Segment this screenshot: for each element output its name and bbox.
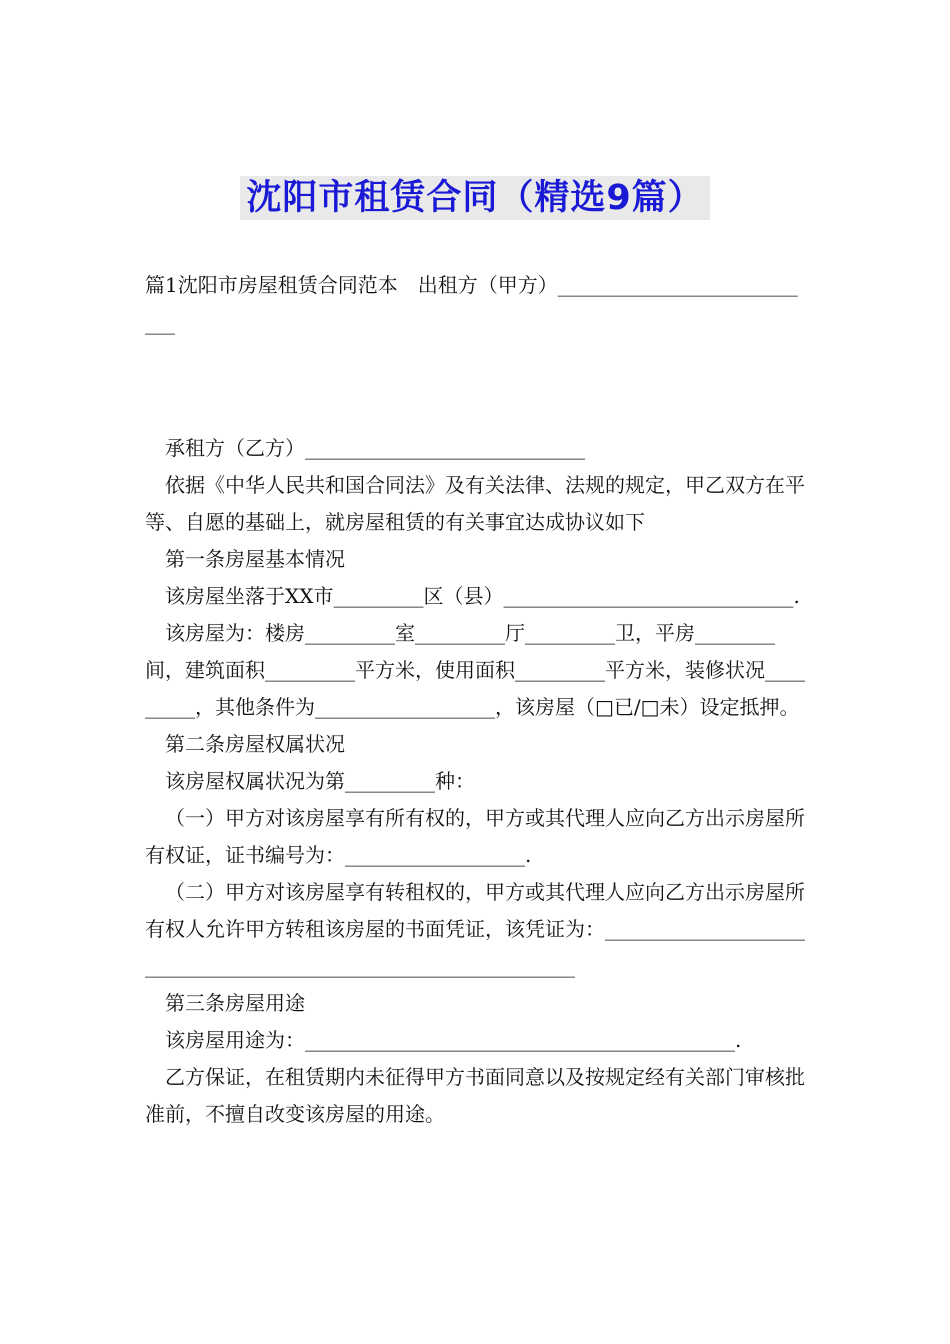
title-container [0,176,950,220]
document-body [145,266,807,1133]
paragraph-ownership-1: （一）甲方对该房屋享有所有权的，甲方或其代理人应向乙方出示房屋所有权证，证书编号为：__________________. [145,806,805,867]
paragraph-guarantee: 乙方保证，在租赁期内未征得甲方书面同意以及按规定经有关部门审核批准前，不擅自改变该房屋的用途。 [145,1065,805,1126]
article-1-heading: 第一条房屋基本情况 [165,547,345,571]
paragraph-ownership-type: 该房屋权属状况为第_________种： [165,769,475,793]
paragraph-usage: 该房屋用途为：___________________________________________. [165,1028,742,1052]
spacer [145,342,807,430]
paragraph-intro: 篇1沈阳市房屋租赁合同范本 出租方（甲方）___________________________ [145,273,798,335]
article-2-heading: 第二条房屋权属状况 [165,732,345,756]
document-title: 沈阳市租赁合同（精选9篇） [240,176,709,220]
paragraph-ownership-2: （二）甲方对该房屋享有转租权的，甲方或其代理人应向乙方出示房屋所有权人允许甲方转租该房屋的书面凭证，该凭证为：_______________________________________________________________ [145,880,805,978]
paragraph-lessee: 承租方（乙方）____________________________ [165,436,585,460]
article-3-heading: 第三条房屋用途 [165,991,305,1015]
paragraph-basis: 依据《中华人民共和国合同法》及有关法律、法规的规定，甲乙双方在平等、自愿的基础上，就房屋租赁的有关事宜达成协议如下 [145,473,805,534]
paragraph-house-details: 该房屋为：楼房_________室_________厅_________卫，平房________间，建筑面积_________平方米，使用面积_________平方米，装修状况_________，其他条件为__________________，该房屋（□已/□未）设定抵押。 [145,621,805,719]
paragraph-location: 该房屋坐落于XX市_________区（县）_____________________________. [165,584,800,608]
